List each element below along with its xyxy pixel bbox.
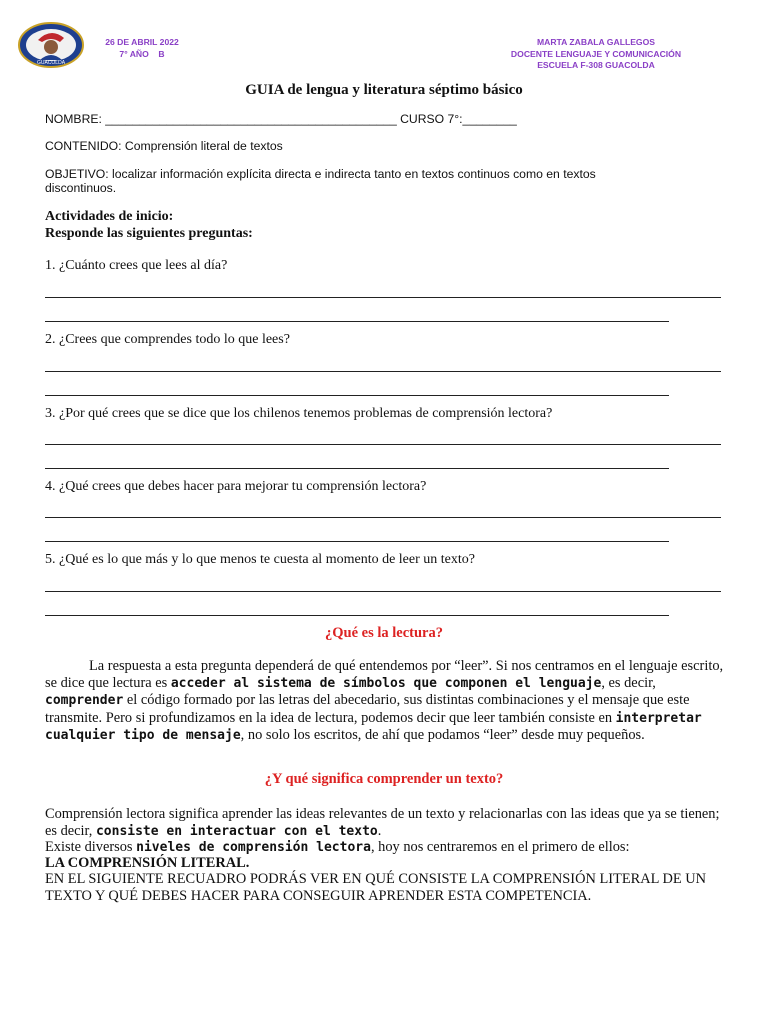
question-3: 3. ¿Por qué crees que se dice que los chilenos tenemos problemas de comprensión lectora? bbox=[45, 406, 553, 421]
activities-instruction: Responde las siguientes preguntas: bbox=[45, 226, 253, 241]
objetivo-line-2: discontinuos. bbox=[45, 181, 117, 195]
page-title: GUIA de lengua y literatura séptimo básico bbox=[245, 82, 523, 98]
section-comprender-heading: ¿Y qué significa comprender un texto? bbox=[264, 771, 504, 787]
answer-line[interactable] bbox=[45, 541, 669, 542]
answer-line[interactable] bbox=[45, 615, 669, 616]
header-grade: 7° AÑO B bbox=[119, 48, 165, 59]
answer-line[interactable] bbox=[45, 395, 669, 396]
section-comprender-paragraph: Comprensión lectora significa aprender las ideas relevantes de un texto y relacionarlas con las ideas que ya se tienen; es decir, consiste en interactuar con el texto. bbox=[45, 806, 720, 839]
answer-line[interactable] bbox=[45, 371, 721, 372]
header-date: 26 DE ABRIL 2022 bbox=[105, 37, 179, 47]
answer-line[interactable] bbox=[45, 591, 721, 592]
niveles-paragraph: Existe diversos niveles de comprensión lectora, hoy nos centraremos en el primero de ellos: bbox=[45, 839, 630, 855]
question-1: 1. ¿Cuánto crees que lees al día? bbox=[45, 258, 228, 273]
answer-line[interactable] bbox=[45, 468, 669, 469]
logo-text: GUACOLDA bbox=[36, 60, 66, 66]
header-school: ESCUELA F-308 GUACOLDA bbox=[537, 60, 655, 70]
caps-paragraph: EN EL SIGUIENTE RECUADRO PODRÁS VER EN QUÉ CONSISTE LA COMPRENSIÓN LITERAL DE UN TEXTO Y QUÉ DEBES HACER PARA CONSEGUIR APRENDER ESTA COMPETENCIA. bbox=[45, 871, 707, 904]
activities-heading: Actividades de inicio: bbox=[45, 209, 174, 224]
section-lectura-heading: ¿Qué es la lectura? bbox=[325, 625, 443, 641]
question-4: 4. ¿Qué crees que debes hacer para mejorar tu comprensión lectora? bbox=[45, 479, 427, 494]
header-teacher: MARTA ZABALA GALLEGOS bbox=[536, 37, 656, 47]
contenido-field: CONTENIDO: Comprensión literal de textos bbox=[45, 139, 283, 153]
header-role: DOCENTE LENGUAJE Y COMUNICACIÓN bbox=[510, 48, 682, 59]
nombre-field: NOMBRE: ___________________________________________ CURSO 7°:________ bbox=[45, 112, 517, 126]
answer-line[interactable] bbox=[45, 321, 669, 322]
question-2: 2. ¿Crees que comprendes todo lo que lees? bbox=[45, 332, 290, 347]
literal-heading: LA COMPRENSIÓN LITERAL. bbox=[45, 855, 250, 871]
section-lectura-paragraph: La respuesta a esta pregunta dependerá de qué entendemos por “leer”. Si nos centramos en el lenguaje escrito, se dice que lectura es acceder al sistema de símbolos que componen el lenguaje, es decir, comprender el código formado por las letras del abecedario, sus distintas combinaciones y el mensaje que este transmite. Pero si profundizamos en la idea de lectura, podemos decir que leer también consiste en interpretar cualquier tipo de mensaje, no solo los escritos, de ahí que podamos “leer” desde muy pequeños. bbox=[45, 658, 724, 744]
question-5: 5. ¿Qué es lo que más y lo que menos te cuesta al momento de leer un texto? bbox=[45, 552, 475, 567]
objetivo-line-1: OBJETIVO: localizar información explícita directa e indirecta tanto en textos continuos como en textos bbox=[45, 167, 596, 181]
answer-line[interactable] bbox=[45, 517, 721, 518]
header-left bbox=[92, 37, 192, 60]
header-right bbox=[488, 37, 704, 72]
answer-line[interactable] bbox=[45, 297, 721, 298]
school-logo bbox=[18, 22, 84, 68]
answer-line[interactable] bbox=[45, 444, 721, 445]
